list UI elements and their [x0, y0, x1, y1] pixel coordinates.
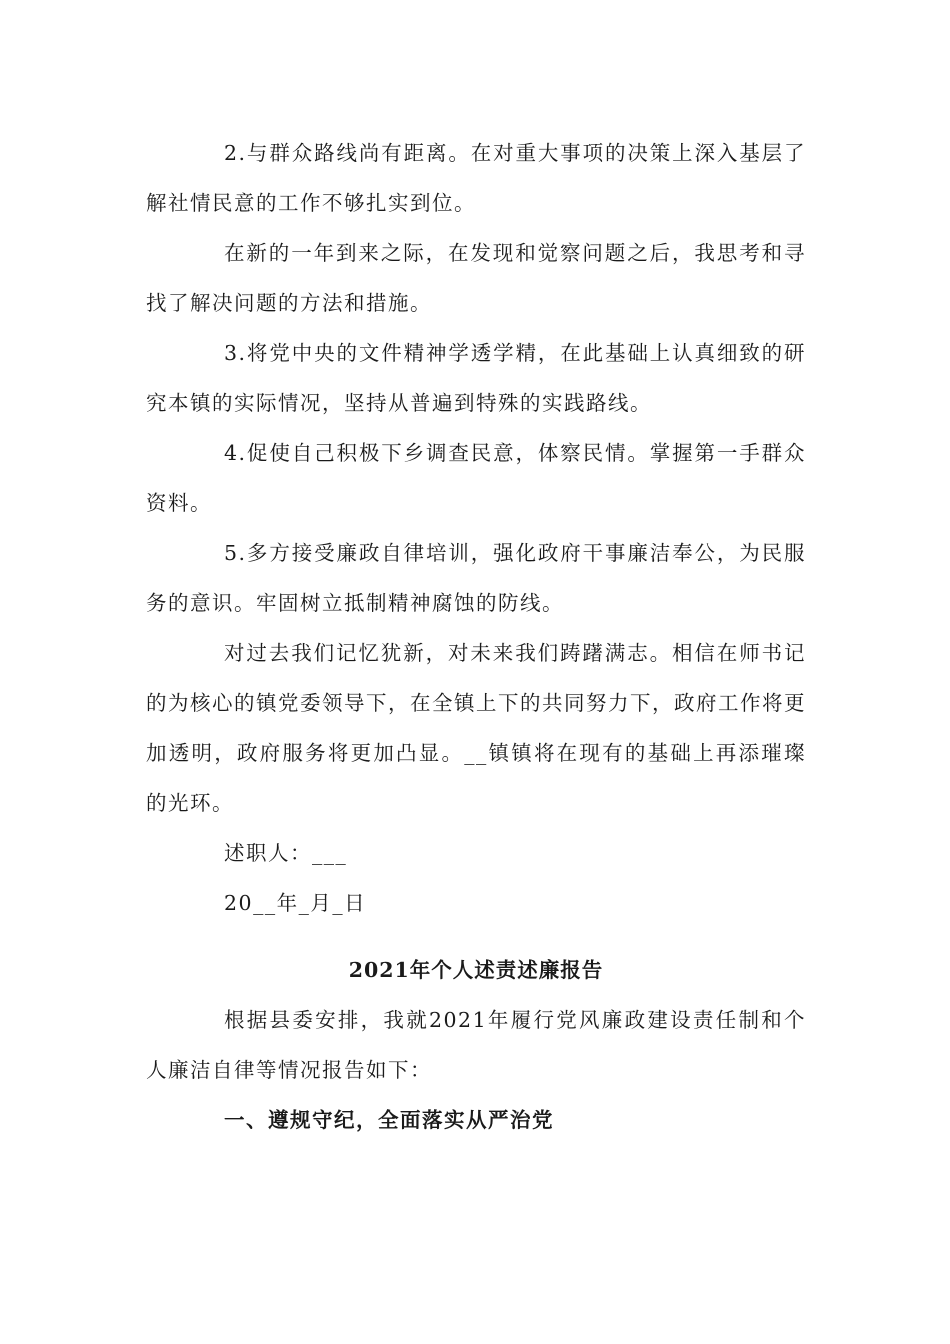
intro-paragraph: 根据县委安排，我就2021年履行党风廉政建设责任制和个人廉洁自律等情况报告如下： [146, 1008, 806, 1082]
signature-line: 述职人：___ [224, 841, 348, 865]
paragraph: 2.与群众路线尚有距离。在对重大事项的决策上深入基层了解社情民意的工作不够扎实到位。 [146, 141, 806, 215]
paragraph: 5.多方接受廉政自律培训，强化政府干事廉洁奉公，为民服务的意识。牢固树立抵制精神腐蚀的防线。 [146, 541, 806, 615]
paragraph: 4.促使自己积极下乡调查民意，体察民情。掌握第一手群众资料。 [146, 441, 806, 515]
date-line: 20__年_月_日 [224, 891, 367, 915]
section-heading: 一、遵规守纪，全面落实从严治党 [224, 1108, 554, 1132]
paragraph: 在新的一年到来之际，在发现和觉察问题之后，我思考和寻找了解决问题的方法和措施。 [146, 241, 806, 315]
paragraph: 对过去我们记忆犹新，对未来我们踌躇满志。相信在师书记的为核心的镇党委领导下，在全镇上下的共同努力下，政府工作将更加透明，政府服务将更加凸显。__镇镇将在现有的基础上再添璀璨的光环。 [146, 641, 806, 815]
report-title: 2021年个人述责述廉报告 [348, 958, 604, 982]
document-page [146, 128, 806, 1145]
paragraph: 3.将党中央的文件精神学透学精，在此基础上认真细致的研究本镇的实际情况，坚持从普遍到特殊的实践路线。 [146, 341, 806, 415]
